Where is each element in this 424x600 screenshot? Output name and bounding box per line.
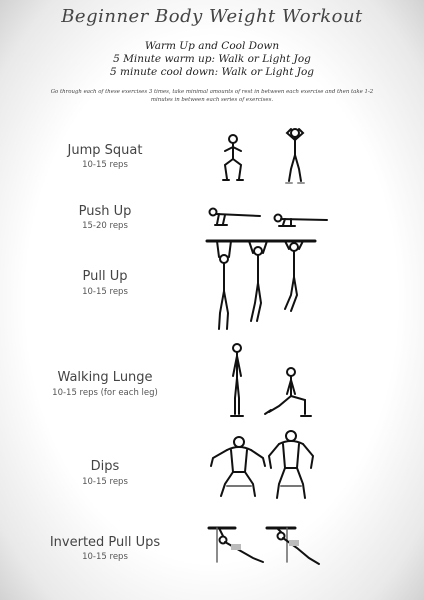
exercise-reps-pull-up: 10-15 reps: [82, 287, 128, 297]
exercise-name-jump-squat: Jump Squat: [67, 143, 143, 158]
exercise-reps-jump-squat: 10-15 reps: [82, 160, 128, 170]
dips-illustration: [205, 430, 325, 510]
inverted-pull-ups-illustration: [205, 522, 325, 577]
exercise-name-walking-lunge: Walking Lunge: [57, 370, 153, 385]
pull-up-illustration: [205, 235, 325, 335]
instructions-note: Go through each of these exercises 3 times, take minimal amounts of rest in between each exercise and then take 1-2 minutes in between each series of exercises.: [50, 89, 374, 103]
walking-lunge-illustration: [205, 340, 325, 420]
exercise-name-inverted-pull-ups: Inverted Pull Ups: [49, 535, 161, 550]
page-title: Beginner Body Weight Workout: [61, 6, 363, 27]
warmup-text: 5 Minute warm up: Walk or Light Jog: [113, 53, 311, 65]
warmup-heading: Warm Up and Cool Down: [144, 40, 280, 52]
exercise-reps-inverted-pull-ups: 10-15 reps: [82, 552, 128, 562]
jump-squat-illustration: [205, 125, 325, 190]
exercise-name-dips: Dips: [90, 459, 120, 474]
exercise-reps-dips: 10-15 reps: [82, 477, 128, 487]
exercise-name-push-up: Push Up: [78, 204, 132, 219]
cooldown-text: 5 minute cool down: Walk or Light Jog: [109, 66, 315, 78]
push-up-illustration: [205, 202, 335, 232]
exercise-name-pull-up: Pull Up: [82, 269, 128, 284]
exercise-reps-push-up: 15-20 reps: [82, 221, 128, 231]
exercise-reps-walking-lunge: 10-15 reps (for each leg): [52, 388, 158, 398]
